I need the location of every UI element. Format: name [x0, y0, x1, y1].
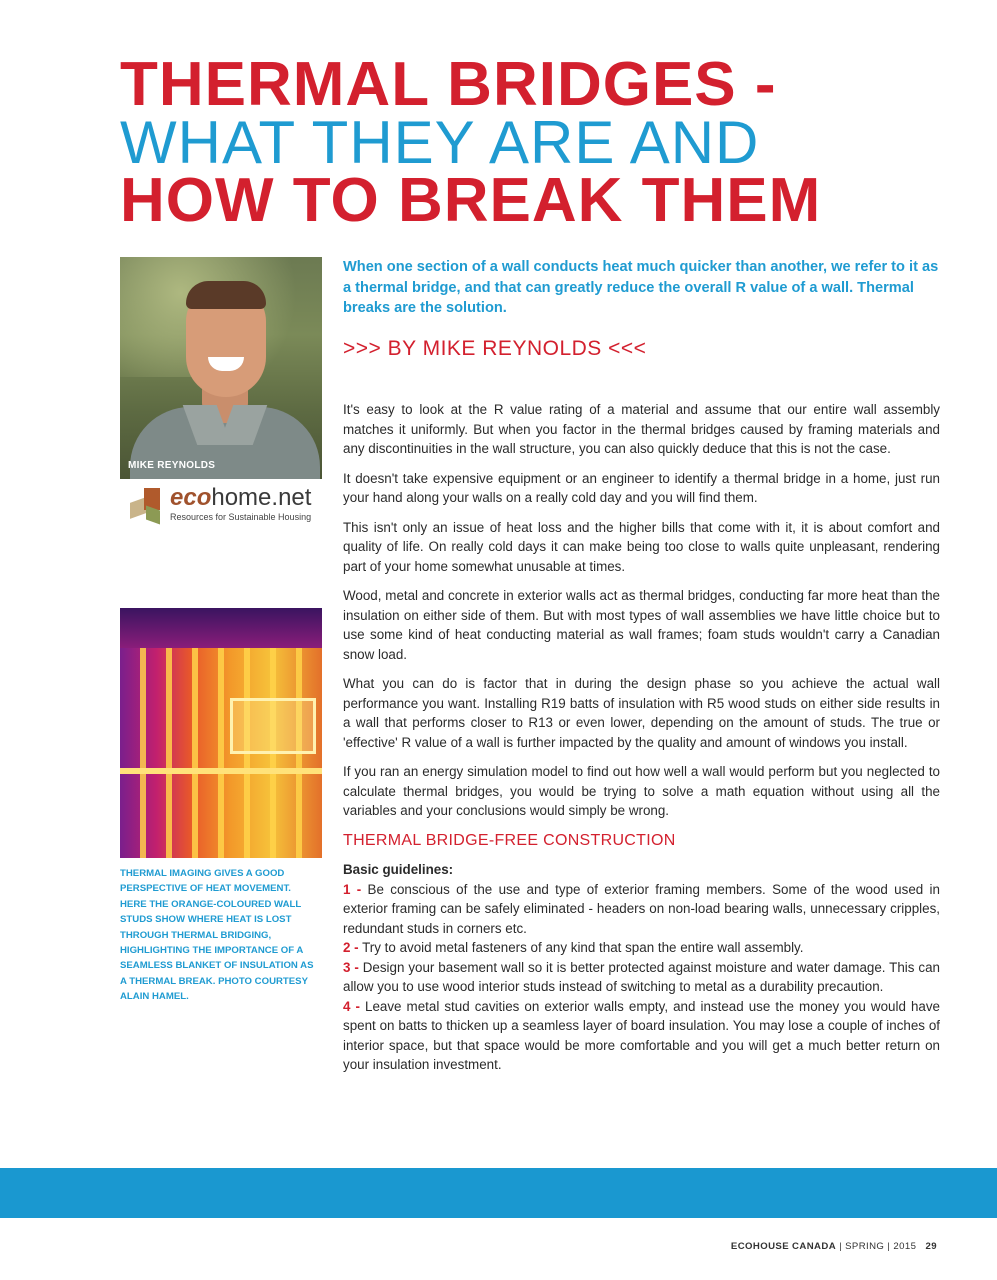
guideline-number: 2 -: [343, 940, 359, 955]
title-line-1: THERMAL BRIDGES -: [120, 50, 777, 119]
paragraph: It's easy to look at the R value rating of a material and assume that our entire wall assembly matches it uniformly. But when you factor in the thermal bridges caused by framing materials and any discontinuities in the wall structure, you can also quickly deduce that this is not the case.: [343, 402, 940, 456]
article-lead: When one section of a wall conducts heat much quicker than another, we refer to it as a thermal bridge, and that can greatly reduce the overall R value of a wall. Thermal breaks are the solution.: [343, 259, 939, 316]
guideline-item: [343, 997, 940, 1075]
paragraph: This isn't only an issue of heat loss and the higher bills that come with it, it is about comfort and quality of life. On really cold days it can make being too close to walls quite unpleasant, rendering part of your home somewhat unusable at times.: [343, 519, 940, 574]
footer-separator: |: [887, 1241, 891, 1252]
author-photo-caption: MIKE REYNOLDS: [128, 460, 216, 471]
guidelines-title: Basic guidelines:: [343, 862, 454, 877]
magazine-name: ECOHOUSE CANADA: [730, 1241, 837, 1252]
logo-domain: home.net: [211, 484, 312, 511]
article-title: [120, 50, 980, 235]
guideline-item: [343, 958, 940, 997]
guideline-text: Try to avoid metal fasteners of any kind that span the entire wall assembly.: [358, 940, 804, 955]
ecohome-logo: [130, 482, 320, 530]
guideline-number: 4 -: [343, 998, 360, 1014]
title-line-3: HOW TO BREAK THEM: [120, 166, 822, 235]
author-photo: [120, 257, 322, 479]
paragraph: It doesn't take expensive equipment or an engineer to identify a thermal bridge in a home, just run your hand along your walls on a really cold day and you will find them.: [343, 470, 940, 505]
paragraph: Wood, metal and concrete in exterior walls act as thermal bridges, conducting far more heat than the insulation on either side of them. But with most types of wall assemblies we have little choice but to use some kind of heat conducting material as wall frames; foam studs wouldn't carry a Canadian snow load.: [343, 588, 940, 662]
byline: >>> BY MIKE REYNOLDS <<<: [343, 337, 647, 360]
guideline-item: [343, 880, 940, 939]
thermal-image: [120, 608, 322, 858]
title-line-2: WHAT THEY ARE AND: [120, 109, 760, 176]
guideline-text: Design your basement wall so it is better protected against moisture and water damage. This can allow you to use wood interior studs instead of switching to metal as a durability precaution.: [343, 959, 940, 994]
footer-separator: |: [839, 1241, 843, 1252]
issue-year: 2015: [893, 1241, 917, 1252]
logo-tagline: Resources for Sustainable Housing: [170, 512, 312, 522]
logo-eco: eco: [170, 484, 212, 511]
guideline-number: 3 -: [343, 959, 359, 975]
guideline-item: [343, 938, 940, 958]
paragraph: If you ran an energy simulation model to find out how well a wall would perform but you neglected to calculate thermal bridges, you would be trying to solve a math equation without using all the variables and your conclusions would simply be wrong.: [343, 764, 940, 818]
page-footer: [731, 1241, 937, 1252]
issue-season: SPRING: [845, 1241, 885, 1252]
guideline-text: Be conscious of the use and type of exterior framing members. Some of the wood used in exterior framing can be safely eliminated - headers on non-load bearing walls, unnecessary cripples, redundant studs in corners etc.: [343, 881, 940, 936]
footer-color-band: [0, 1168, 997, 1218]
guideline-number: 1 -: [343, 881, 362, 897]
paragraph: What you can do is factor that in during the design phase so you achieve the actual wall performance you want. Installing R19 batts of insulation with R5 wood studs on either side results in a wall that performs closer to R13 or even lower, depending on the amount of studs. The true or 'effective' R value of a wall is further impacted by the quality and amount of windows you install.: [343, 676, 940, 750]
section-heading: THERMAL BRIDGE-FREE CONSTRUCTION: [343, 831, 676, 849]
guideline-text: Leave metal stud cavities on exterior walls empty, and instead use the money you would have spent on batts to thicken up a seamless layer of board insulation. You may lose a couple of inches of interior space, but that space would be more comfortable and you will get a much better return on your insulation investment.: [343, 998, 940, 1072]
thermal-image-caption: THERMAL IMAGING GIVES A GOOD PERSPECTIVE OF HEAT MOVEMENT. HERE THE ORANGE-COLOURED WALL STUDS SHOW WHERE HEAT IS LOST THROUGH THERMAL BRIDGING, HIGHLIGHTING THE IMPORTANCE OF A SEAMLESS BLANKET OF INSULATION AS A THERMAL BREAK. PHOTO COURTESY ALAIN HAMEL.: [120, 868, 314, 1003]
page-number: 29: [925, 1241, 937, 1252]
article-body: [343, 400, 940, 1075]
